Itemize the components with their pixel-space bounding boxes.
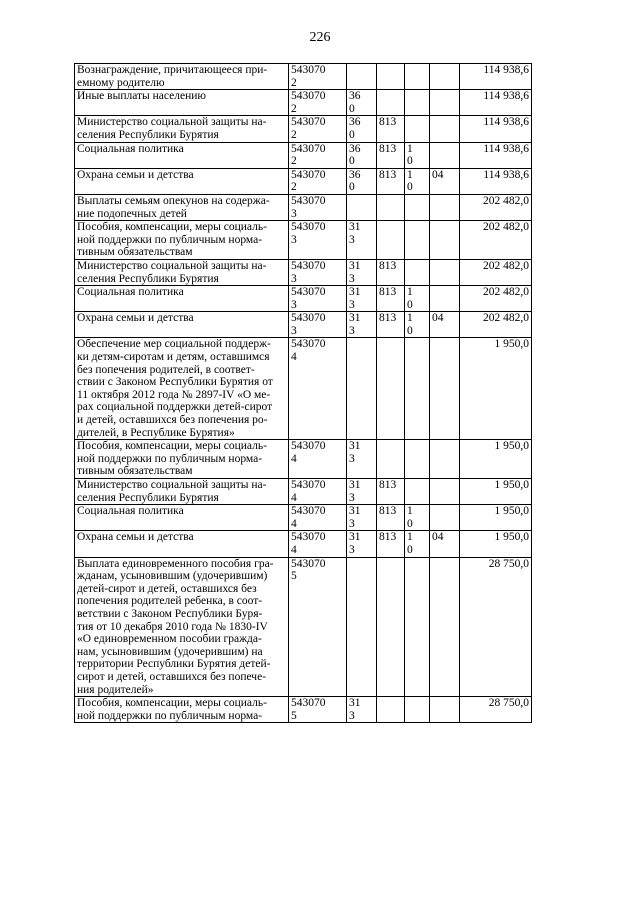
subsection-code-cell	[430, 479, 460, 505]
target-article-code-cell: 543070 3	[289, 259, 347, 285]
section-code-cell	[405, 440, 430, 479]
row-name-cell: Пособия, компенсации, меры социаль- ной поддержки по публичным норма- тивным обязательствам	[75, 221, 289, 260]
row-name-cell: Министерство социальной защиты на- селения Республики Бурятия	[75, 259, 289, 285]
ministry-code-cell	[377, 338, 405, 440]
table-row	[75, 531, 532, 557]
table-row	[75, 194, 532, 220]
subsection-code-cell	[430, 221, 460, 260]
ministry-code-cell: 813	[377, 259, 405, 285]
amount-cell: 114 938,6	[460, 142, 532, 168]
subsection-code-cell: 04	[430, 312, 460, 338]
expense-type-code-cell: 36 0	[347, 168, 377, 194]
target-article-code-cell: 543070 4	[289, 479, 347, 505]
amount-cell: 114 938,6	[460, 90, 532, 116]
table-row	[75, 505, 532, 531]
section-code-cell: 1 0	[405, 531, 430, 557]
amount-cell: 202 482,0	[460, 286, 532, 312]
row-name-cell: Пособия, компенсации, меры социаль- ной поддержки по публичным норма-	[75, 697, 289, 723]
row-name-cell: Социальная политика	[75, 142, 289, 168]
expense-type-code-cell: 31 3	[347, 286, 377, 312]
expense-type-code-cell: 31 3	[347, 259, 377, 285]
target-article-code-cell: 543070 3	[289, 221, 347, 260]
expense-type-code-cell	[347, 64, 377, 90]
target-article-code-cell: 543070 2	[289, 168, 347, 194]
amount-cell: 1 950,0	[460, 505, 532, 531]
expense-type-code-cell: 36 0	[347, 142, 377, 168]
amount-cell: 202 482,0	[460, 221, 532, 260]
ministry-code-cell: 813	[377, 142, 405, 168]
row-name-cell: Охрана семьи и детства	[75, 312, 289, 338]
row-name-cell: Выплата единовременного пособия гра- жданам, усыновившим (удочерившим) детей-сирот и детей, оставшихся без попечения родителей ребенка, в соот- ветствии с Законом Республики Буря- тия от 10 декабря 2010 года № 1830-IV «О единовременном пособии гражда- нам, усыновившим (удочерившим) на территории Республики Бурятия детей- сирот и детей, оставшихся без попече- ния родителей»	[75, 557, 289, 697]
expense-type-code-cell: 31 3	[347, 479, 377, 505]
ministry-code-cell: 813	[377, 505, 405, 531]
subsection-code-cell	[430, 116, 460, 142]
ministry-code-cell	[377, 697, 405, 723]
section-code-cell	[405, 221, 430, 260]
ministry-code-cell	[377, 64, 405, 90]
expense-type-code-cell: 31 3	[347, 531, 377, 557]
target-article-code-cell: 543070 4	[289, 440, 347, 479]
section-code-cell: 1 0	[405, 168, 430, 194]
target-article-code-cell: 543070 2	[289, 142, 347, 168]
section-code-cell	[405, 479, 430, 505]
target-article-code-cell: 543070 3	[289, 286, 347, 312]
section-code-cell	[405, 697, 430, 723]
amount-cell: 1 950,0	[460, 440, 532, 479]
table-row	[75, 440, 532, 479]
section-code-cell: 1 0	[405, 312, 430, 338]
section-code-cell	[405, 194, 430, 220]
row-name-cell: Социальная политика	[75, 505, 289, 531]
target-article-code-cell: 543070 2	[289, 64, 347, 90]
row-name-cell: Обеспечение мер социальной поддерж- ки детям-сиротам и детям, оставшимся без попечения родителей, в соответ- ствии с Законом Республики Бурятия от 11 октября 2012 года № 2897-IV «О ме- рах социальной поддержки детей-сирот и детей, оставшихся без попечения ро- дителей, в Республике Бурятия»	[75, 338, 289, 440]
amount-cell: 202 482,0	[460, 312, 532, 338]
expense-type-code-cell: 31 3	[347, 505, 377, 531]
section-code-cell	[405, 259, 430, 285]
subsection-code-cell	[430, 697, 460, 723]
ministry-code-cell: 813	[377, 479, 405, 505]
table-row	[75, 259, 532, 285]
subsection-code-cell	[430, 142, 460, 168]
table-row	[75, 116, 532, 142]
table-row	[75, 142, 532, 168]
amount-cell: 28 750,0	[460, 557, 532, 697]
section-code-cell: 1 0	[405, 505, 430, 531]
amount-cell: 1 950,0	[460, 479, 532, 505]
table-row	[75, 557, 532, 697]
subsection-code-cell	[430, 64, 460, 90]
section-code-cell	[405, 557, 430, 697]
table-row	[75, 697, 532, 723]
section-code-cell	[405, 64, 430, 90]
ministry-code-cell	[377, 194, 405, 220]
row-name-cell: Выплаты семьям опекунов на содержа- ние подопечных детей	[75, 194, 289, 220]
ministry-code-cell: 813	[377, 116, 405, 142]
table-row	[75, 312, 532, 338]
table-row	[75, 90, 532, 116]
expense-type-code-cell: 36 0	[347, 90, 377, 116]
subsection-code-cell	[430, 90, 460, 116]
row-name-cell: Пособия, компенсации, меры социаль- ной поддержки по публичным норма- тивным обязательствам	[75, 440, 289, 479]
amount-cell: 1 950,0	[460, 338, 532, 440]
section-code-cell: 1 0	[405, 142, 430, 168]
amount-cell: 28 750,0	[460, 697, 532, 723]
section-code-cell	[405, 116, 430, 142]
page-number: 226	[309, 30, 331, 45]
row-name-cell: Социальная политика	[75, 286, 289, 312]
expense-type-code-cell: 36 0	[347, 116, 377, 142]
section-code-cell	[405, 90, 430, 116]
target-article-code-cell: 543070 4	[289, 531, 347, 557]
row-name-cell: Иные выплаты населению	[75, 90, 289, 116]
subsection-code-cell: 04	[430, 168, 460, 194]
amount-cell: 202 482,0	[460, 259, 532, 285]
expense-type-code-cell	[347, 338, 377, 440]
expense-type-code-cell: 31 3	[347, 312, 377, 338]
subsection-code-cell	[430, 557, 460, 697]
target-article-code-cell: 543070 3	[289, 312, 347, 338]
ministry-code-cell: 813	[377, 312, 405, 338]
target-article-code-cell: 543070 5	[289, 697, 347, 723]
target-article-code-cell: 543070 2	[289, 90, 347, 116]
target-article-code-cell: 543070 4	[289, 338, 347, 440]
target-article-code-cell: 543070 2	[289, 116, 347, 142]
amount-cell: 202 482,0	[460, 194, 532, 220]
budget-table-body	[75, 64, 532, 723]
expense-type-code-cell: 31 3	[347, 697, 377, 723]
subsection-code-cell	[430, 440, 460, 479]
ministry-code-cell: 813	[377, 286, 405, 312]
subsection-code-cell	[430, 338, 460, 440]
budget-table	[74, 63, 532, 723]
target-article-code-cell: 543070 3	[289, 194, 347, 220]
subsection-code-cell	[430, 259, 460, 285]
expense-type-code-cell: 31 3	[347, 221, 377, 260]
table-row	[75, 168, 532, 194]
section-code-cell	[405, 338, 430, 440]
table-row	[75, 338, 532, 440]
expense-type-code-cell	[347, 194, 377, 220]
ministry-code-cell: 813	[377, 531, 405, 557]
row-name-cell: Министерство социальной защиты на- селения Республики Бурятия	[75, 116, 289, 142]
amount-cell: 114 938,6	[460, 116, 532, 142]
target-article-code-cell: 543070 5	[289, 557, 347, 697]
row-name-cell: Охрана семьи и детства	[75, 168, 289, 194]
subsection-code-cell	[430, 194, 460, 220]
table-row	[75, 64, 532, 90]
subsection-code-cell	[430, 286, 460, 312]
row-name-cell: Вознаграждение, причитающееся при- емному родителю	[75, 64, 289, 90]
amount-cell: 114 938,6	[460, 168, 532, 194]
expense-type-code-cell	[347, 557, 377, 697]
ministry-code-cell	[377, 90, 405, 116]
target-article-code-cell: 543070 4	[289, 505, 347, 531]
amount-cell: 1 950,0	[460, 531, 532, 557]
table-row	[75, 286, 532, 312]
table-row	[75, 479, 532, 505]
amount-cell: 114 938,6	[460, 64, 532, 90]
table-row	[75, 221, 532, 260]
section-code-cell: 1 0	[405, 286, 430, 312]
row-name-cell: Охрана семьи и детства	[75, 531, 289, 557]
ministry-code-cell	[377, 221, 405, 260]
ministry-code-cell	[377, 440, 405, 479]
subsection-code-cell	[430, 505, 460, 531]
row-name-cell: Министерство социальной защиты на- селения Республики Бурятия	[75, 479, 289, 505]
ministry-code-cell	[377, 557, 405, 697]
expense-type-code-cell: 31 3	[347, 440, 377, 479]
ministry-code-cell: 813	[377, 168, 405, 194]
subsection-code-cell: 04	[430, 531, 460, 557]
